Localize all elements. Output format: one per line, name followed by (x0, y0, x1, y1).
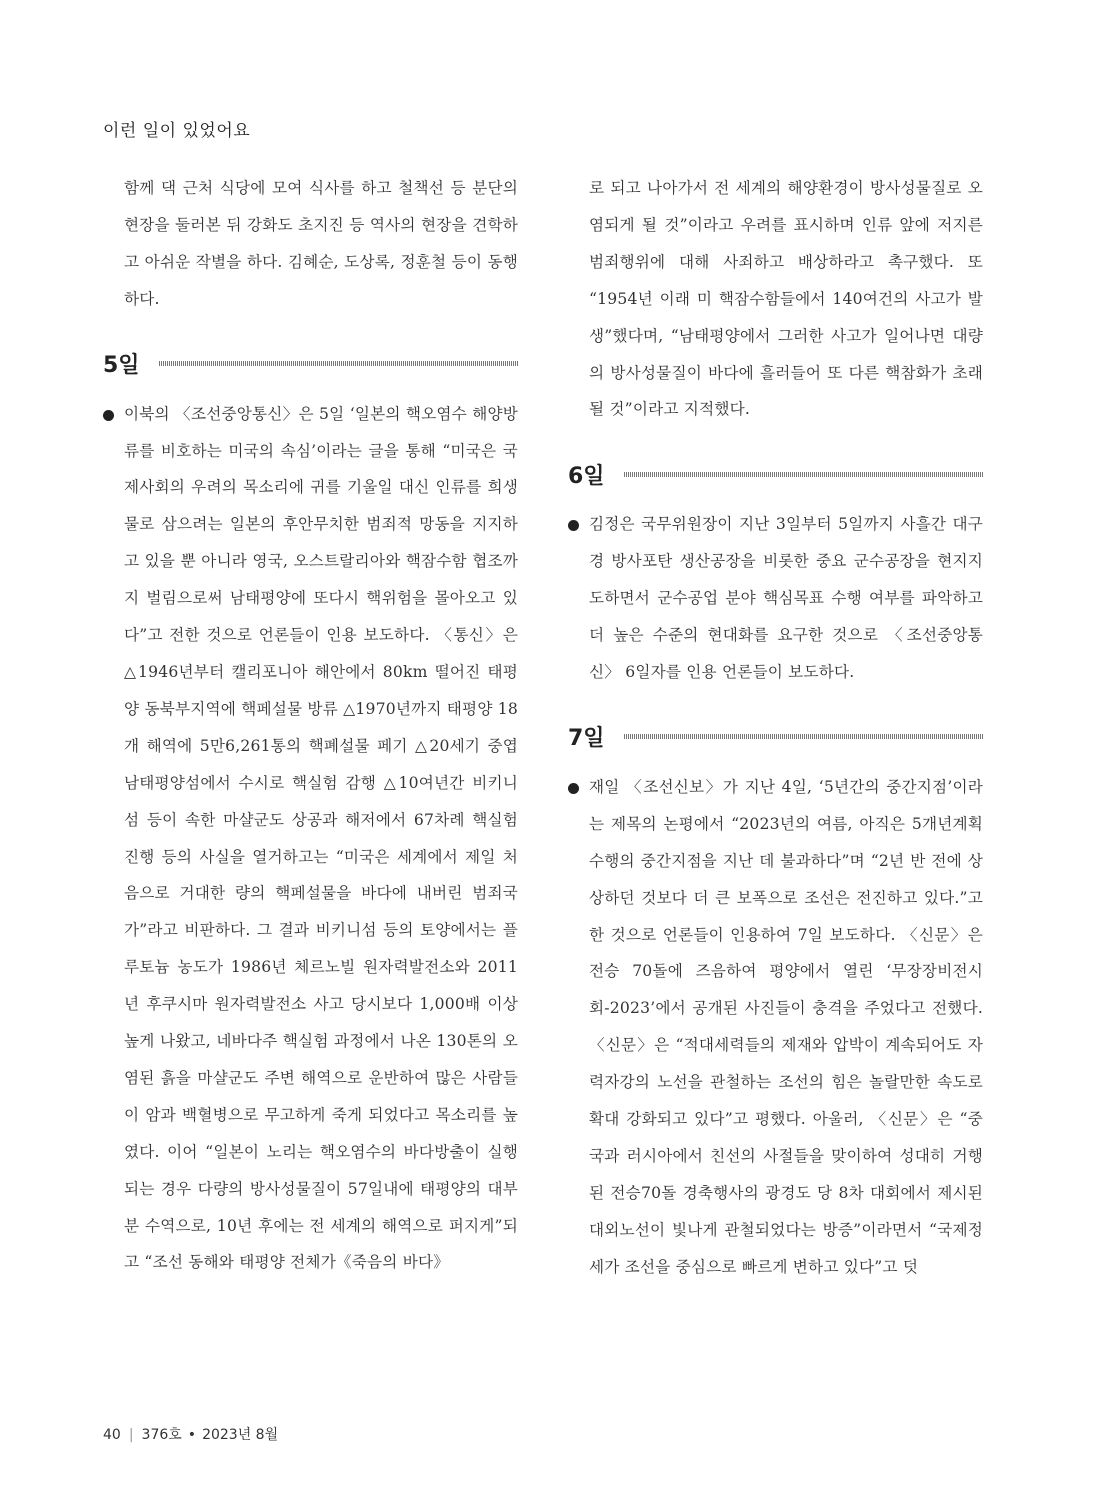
heading-rule (624, 734, 983, 739)
day-label-6: 6일 (568, 463, 605, 489)
day-heading-7 (568, 717, 983, 757)
page-number: 40 (103, 1427, 121, 1443)
heading-rule (624, 472, 983, 477)
list-item-day7 (568, 769, 983, 1286)
entry-day6: 김정은 국무위원장이 지난 3일부터 5일까지 사흘간 대구경 방사포탄 생산공장을 비롯한 중요 군수공장을 현지지도하면서 군수공업 분야 핵심목표 수행 여부를 파악하고 더 높은 수준의 현대화를 요구한 것으로 〈조선중앙통신〉 6일자를 인용 언론들이 보도하다. (589, 515, 983, 681)
day-heading-5 (103, 344, 518, 384)
day-heading-6 (568, 454, 983, 494)
list-item-day6 (568, 506, 983, 691)
bullet-icon (568, 783, 579, 794)
heading-rule (159, 361, 518, 366)
day-label-7: 7일 (568, 726, 605, 752)
page-footer (103, 1424, 278, 1444)
right-column (568, 170, 983, 1286)
section-title: 이런 일이 있었어요 (103, 121, 251, 141)
day-label-5: 5일 (103, 353, 140, 379)
issue-date: 2023년 8월 (202, 1427, 279, 1443)
entry-day7: 재일 〈조선신보〉가 지난 4일, ‘5년간의 중간지점’이라는 제목의 논평에서 “2023년의 여름, 아직은 5개년계획 수행의 중간지점을 지난 데 불과하다”며 “2년 반 전에 상상하던 것보다 더 큰 보폭으로 조선은 전진하고 있다.”고 한 것으로 언론들이 인용하여 7일 보도하다. 〈신문〉은 전승 70돌에 즈음하여 평양에서 열린 ‘무장장비전시회-2023’에서 공개된 사진들이 충격을 주었다고 전했다. 〈신문〉은 “적대세력들의 제재와 압박이 계속되어도 자력자강의 노선을 관철하는 조선의 힘은 놀랄만한 속도로 확대 강화되고 있다”고 평했다. 아울러, 〈신문〉은 “중국과 러시아에서 친선의 사절들을 맞이하여 성대히 거행된 전승70돌 경축행사의 광경도 당 8차 대회에서 제시된 대외노선이 빛나게 관철되었다는 방증”이라면서 “국제정세가 조선을 중심으로 빠르게 변하고 있다”고 덧 (589, 777, 983, 1276)
issue-number: 376호 (141, 1427, 182, 1443)
entry-day5: 이북의 〈조선중앙통신〉은 5일 ‘일본의 핵오염수 해양방류를 비호하는 미국의 속심’이라는 글을 통해 “미국은 국제사회의 우려의 목소리에 귀를 기울일 대신 인류를 희생물로 삼으려는 일본의 후안무치한 범죄적 망동을 지지하고 있을 뿐 아니라 영국, 오스트랄리아와 핵잠수함 협조까지 벌림으로써 남태평양에 또다시 핵위험을 몰아오고 있다”고 전한 것으로 언론들이 인용 보도하다. 〈통신〉은 △1946년부터 캘리포니아 해안에서 80km 떨어진 태평양 동북부지역에 핵페설물 방류 △1970년까지 태평양 18개 해역에 5만6,261통의 핵폐설물 페기 △20세기 중엽 남태평양섬에서 수시로 핵실험 감행 △10여년간 비키니섬 등이 속한 마샬군도 상공과 해저에서 67차례 핵실험 진행 등의 사실을 열거하고는 “미국은 세계에서 제일 처음으로 거대한 량의 핵페설물을 바다에 내버린 범죄국가”라고 비판하다. 그 결과 비키니섬 등의 토양에서는 플루토늄 농도가 1986년 체르노빌 원자력발전소와 2011년 후쿠시마 원자력발전소 사고 당시보다 1,000배 이상 높게 나왔고, 네바다주 핵실험 과정에서 나온 130톤의 오염된 흙을 마샬군도 주변 해역으로 운반하여 많은 사람들이 암과 백혈병으로 무고하게 죽게 되었다고 목소리를 높였다. 이어 “일본이 노리는 핵오염수의 바다방출이 실행되는 경우 다량의 방사성물질이 57일내에 태평양의 대부분 수역으로, 10년 후에는 전 세계의 해역으로 퍼지게”되고 “조선 동해와 태평양 전체가《죽음의 바다》 (124, 404, 518, 1272)
footer-separator: | (128, 1427, 134, 1443)
list-item-day5 (103, 396, 518, 1282)
bullet-icon (568, 520, 579, 531)
footer-dot: • (187, 1427, 197, 1443)
bullet-icon (103, 410, 114, 421)
left-column (103, 170, 518, 1281)
continuation-paragraph: 로 되고 나아가서 전 세계의 해양환경이 방사성물질로 오염되게 될 것”이라고 우려를 표시하며 인류 앞에 저지른 범죄행위에 대해 사죄하고 배상하라고 촉구했다. 또 “1954년 이래 미 핵잠수함들에서 140여건의 사고가 발생”했다며, “남태평양에서 그러한 사고가 일어나면 대량의 방사성물질이 바다에 흘러들어 또 다른 핵참화가 초래될 것”이라고 지적했다. (589, 179, 983, 419)
intro-paragraph: 함께 댁 근처 식당에 모여 식사를 하고 철책선 등 분단의 현장을 둘러본 뒤 강화도 초지진 등 역사의 현장을 견학하고 아쉬운 작별을 하다. 김혜순, 도상록, 정훈철 등이 동행하다. (124, 179, 518, 308)
